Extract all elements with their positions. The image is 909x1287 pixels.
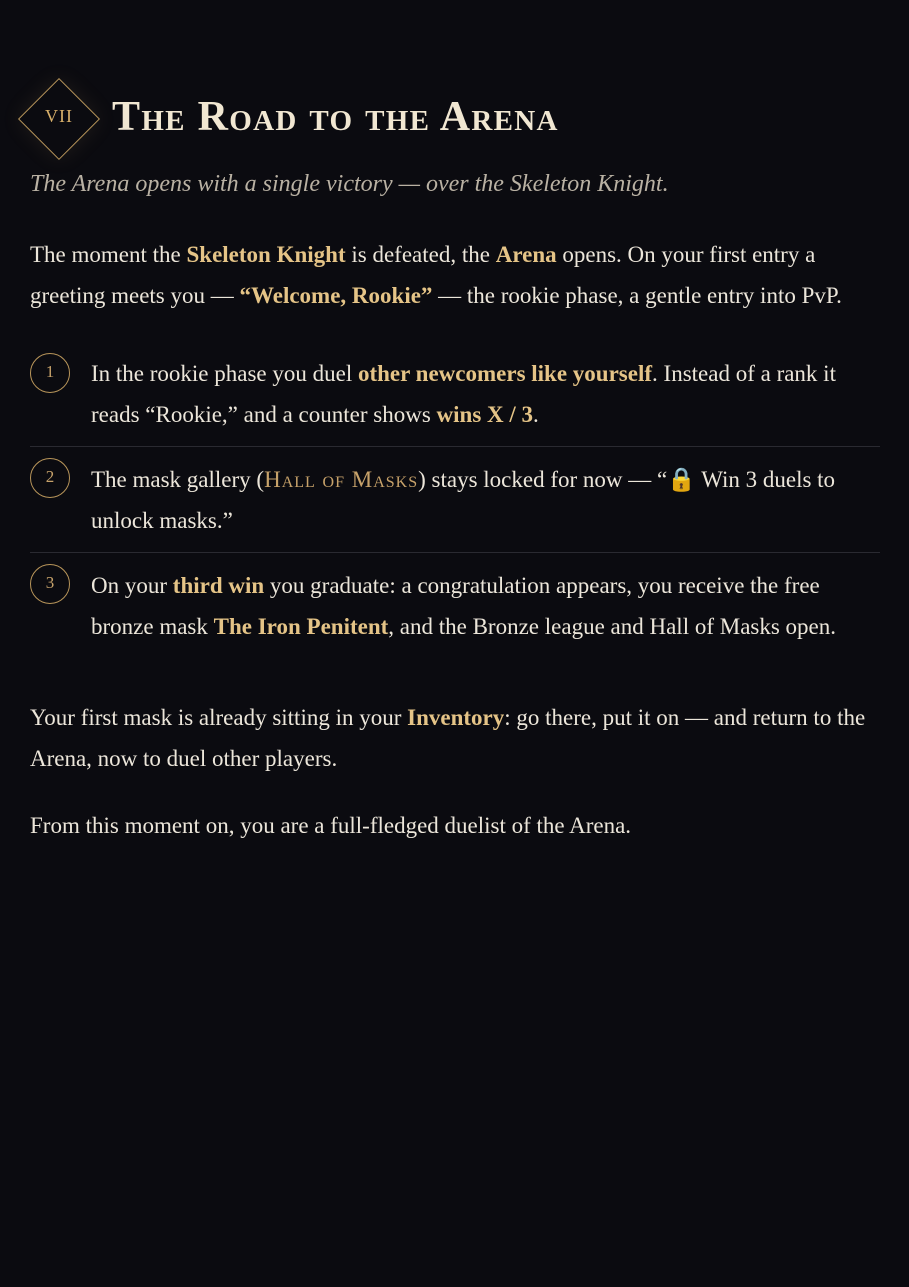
- step-item-1: [30, 353, 880, 446]
- step-text: [91, 565, 880, 647]
- chapter-numeral: VII: [45, 106, 73, 126]
- step-number-badge: 1: [30, 353, 70, 393]
- arena-highlight: Arena: [495, 242, 557, 267]
- chapter-header: [30, 78, 880, 164]
- step-item-2: [30, 446, 880, 552]
- step-3-text-3: , and the Bronze league and Hall of Masks open.: [388, 614, 837, 639]
- chapter-page: [30, 78, 880, 846]
- step-item-3: [30, 552, 880, 658]
- wins-counter-highlight: wins X / 3: [436, 402, 534, 427]
- iron-penitent-highlight: The Iron Penitent: [213, 614, 389, 639]
- step-1-text-2: . Instead of a rank it reads “Rookie,” and a counter shows: [91, 361, 836, 427]
- step-2-text-2: ) stays locked for now — “: [418, 467, 668, 492]
- step-2-text-1: The mask gallery (: [91, 467, 265, 492]
- step-3-text-2: you graduate: a congratulation appears, you receive the free bronze mask: [91, 573, 820, 639]
- after-text-1: Your first mask is already sitting in your: [30, 705, 408, 730]
- third-win-highlight: third win: [172, 573, 265, 598]
- chapter-subtitle: The Arena opens with a single victory — over the Skeleton Knight.: [30, 171, 669, 197]
- chapter-title: The Road to the Arena: [112, 94, 559, 140]
- inventory-paragraph: [30, 697, 880, 779]
- intro-text-4: — the rookie phase, a gentle entry into PvP.: [432, 283, 842, 308]
- hall-of-masks-label: Hall of Masks: [264, 467, 419, 492]
- intro-text-1: The moment the: [30, 242, 187, 267]
- step-1-text-3: .: [533, 402, 539, 427]
- step-2-text-3: Win 3 duels to unlock masks.”: [91, 467, 836, 533]
- step-number-badge: 2: [30, 458, 70, 498]
- step-text: [91, 353, 880, 435]
- intro-text-2: is defeated, the: [345, 242, 496, 267]
- intro-text-3: opens. On your first entry a greeting meets you —: [30, 242, 816, 308]
- skeleton-knight-highlight: Skeleton Knight: [186, 242, 346, 267]
- other-newcomers-highlight: other newcomers like yourself: [357, 361, 653, 386]
- step-1-text-1: In the rookie phase you duel: [91, 361, 358, 386]
- welcome-rookie-highlight: “Welcome, Rookie”: [239, 283, 433, 308]
- step-3-text-1: On your: [91, 573, 173, 598]
- intro-paragraph: [30, 234, 880, 316]
- inventory-highlight: Inventory: [407, 705, 505, 730]
- lock-icon: 🔒: [667, 467, 696, 492]
- closing-paragraph: From this moment on, you are a full-fledged duelist of the Arena.: [30, 813, 632, 838]
- steps-list: [30, 353, 880, 658]
- after-text-2: : go there, put it on — and return to the Arena, now to duel other players.: [30, 705, 866, 771]
- step-number-badge: 3: [30, 564, 70, 604]
- step-text: [91, 459, 880, 541]
